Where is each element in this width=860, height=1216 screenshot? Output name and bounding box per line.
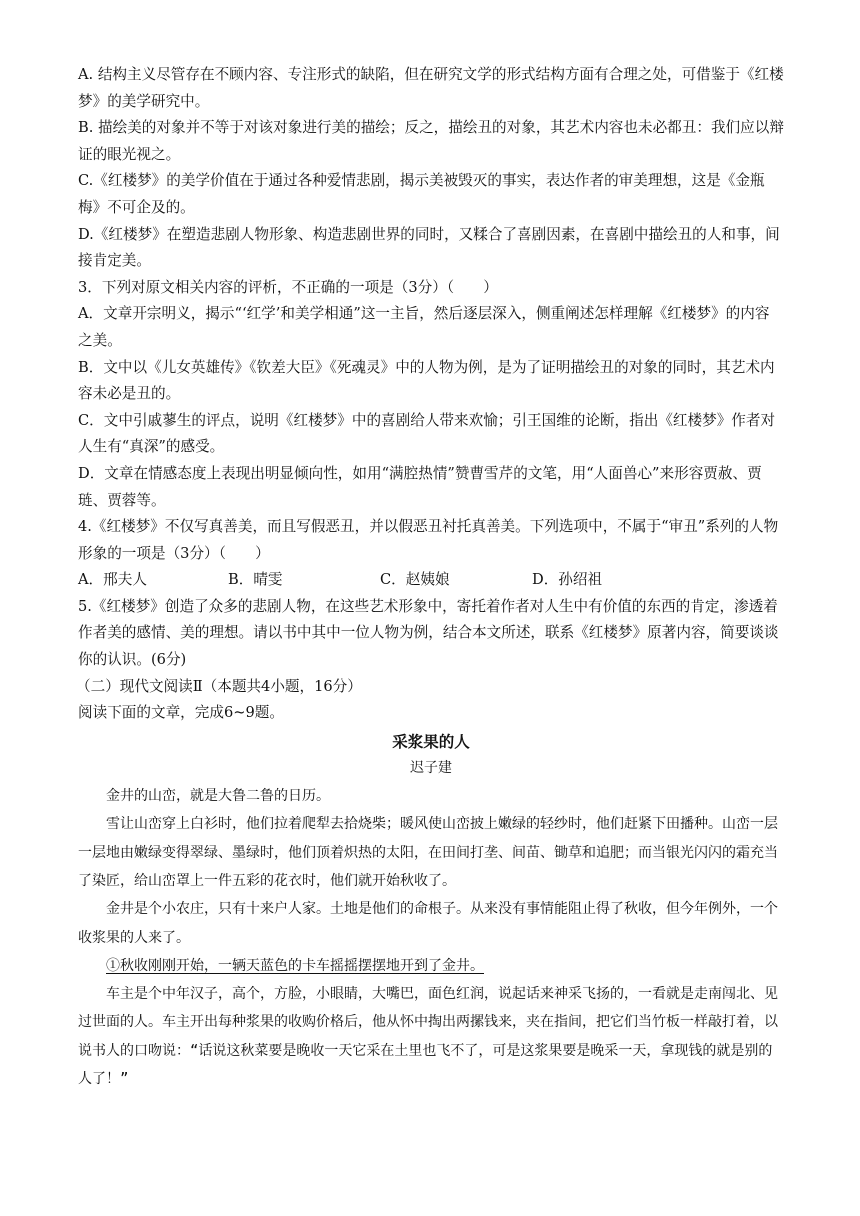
article-title: 采浆果的人 — [392, 731, 470, 751]
exam-page — [78, 62, 784, 1093]
q3-option-b: B．文中以《儿女英雄传》《钦差大臣》《死魂灵》中的人物为例，是为了证明描绘丑的对象的同时，其艺术内容未必是丑的。 — [78, 358, 775, 403]
q2-option-d: D.《红楼梦》在塑造悲剧人物形象、构造悲剧世界的同时，又糅合了喜剧因素，在喜剧中描绘丑的人和事，间接肯定美。 — [78, 225, 780, 270]
underlined-sentence: ①秋收刚刚开始，一辆天蓝色的卡车摇摇摆摆地开到了金井。 — [106, 957, 484, 974]
q2-option-b: B. 描绘美的对象并不等于对该对象进行美的描绘；反之，描绘丑的对象，其艺术内容也未必都丑：我们应以辩证的眼光视之。 — [78, 119, 784, 163]
q3-option-a: A．文章开宗明义，揭示“‘红学’和美学相通”这一主旨，然后逐层深入，侧重阐述怎样理解《红楼梦》的内容之美。 — [78, 305, 770, 349]
article-paragraph: 雪让山峦穿上白衫时，他们拉着爬犁去拾烧柴；暖风使山峦披上嫩绿的轻纱时，他们赶紧下田播种。山峦一层一层地由嫩绿变得翠绿、墨绿时，他们顶着炽热的太阳，在田间打垄、间苗、锄草和追肥；而当银光闪闪的霜充当了染匠，给山峦罩上一件五彩的花衣时，他们就开始秋收了。 — [78, 816, 778, 889]
q4-option-b: B．晴雯 — [228, 571, 283, 589]
q5-stem: 5.《红楼梦》创造了众多的悲剧人物，在这些艺术形象中，寄托着作者对人生中有价值的东西的肯定，渗透着作者美的感情、美的理想。请以书中其中一位人物为例，结合本文所述，联系《红楼梦》原著内容，简要谈谈你的认识。(6分) — [78, 597, 779, 669]
q4-stem: 4.《红楼梦》不仅写真善美，而且写假恶丑，并以假恶丑衬托真善美。下列选项中，不属于“审丑”系列的人物形象的一项是（3分）（ ） — [78, 518, 779, 562]
q4-option-a: A．邢夫人 — [78, 571, 147, 589]
q4-option-c: C．赵姨娘 — [380, 571, 450, 589]
q2-option-c: C.《红楼梦》的美学价值在于通过各种爱情悲剧，揭示美被毁灭的事实，表达作者的审美理想，这是《金瓶梅》不可企及的。 — [78, 172, 765, 216]
q4-option-d: D．孙绍祖 — [532, 571, 603, 589]
q3-stem: 3．下列对原文相关内容的评析，不正确的一项是（3分）（ ） — [78, 278, 498, 296]
article-author: 迟子建 — [410, 760, 452, 777]
section-instruction: 阅读下面的文章，完成6~9题。 — [78, 704, 284, 722]
q4-options — [78, 567, 784, 594]
article-paragraph: 车主是个中年汉子，高个，方脸，小眼睛，大嘴巴，面色红润，说起话来神采飞扬的，一看就是走南闯北、见过世面的人。车主开出每种浆果的收购价格后，他从怀中掏出两摞钱来，夹在指间，把它们当竹板一样敲打着，以说书人的口吻说：“话说这秋菜要是晚收一天它采在土里也飞不了，可是这浆果要是晚采一天，拿现钱的就是别的人了！” — [78, 986, 778, 1087]
q3-option-c: C．文中引戚蓼生的评点，说明《红楼梦》中的喜剧给人带来欢愉；引王国维的论断，指出《红楼梦》作者对人生有“真深”的感受。 — [78, 411, 776, 456]
article-paragraph: 金井是个小农庄，只有十来户人家。土地是他们的命根子。从来没有事情能阻止得了秋收，但今年例外，一个收浆果的人来了。 — [78, 901, 778, 946]
article-body — [78, 782, 784, 1093]
article-paragraph-underlined — [78, 952, 784, 980]
q2-option-a: A. 结构主义尽管存在不顾内容、专注形式的缺陷，但在研究文学的形式结构方面有合理之处，可借鉴于《红楼梦》的美学研究中。 — [78, 66, 784, 110]
article-paragraph: 金井的山峦，就是大鲁二鲁的日历。 — [106, 788, 330, 805]
section-heading: （二）现代文阅读Ⅱ（本题共4小题，16分） — [76, 677, 362, 695]
q3-option-d: D．文章在情感态度上表现出明显倾向性，如用“满腔热情”赞曹雪芹的文笔，用“人面兽心”来形容贾赦、贾琏、贾蓉等。 — [78, 464, 762, 509]
